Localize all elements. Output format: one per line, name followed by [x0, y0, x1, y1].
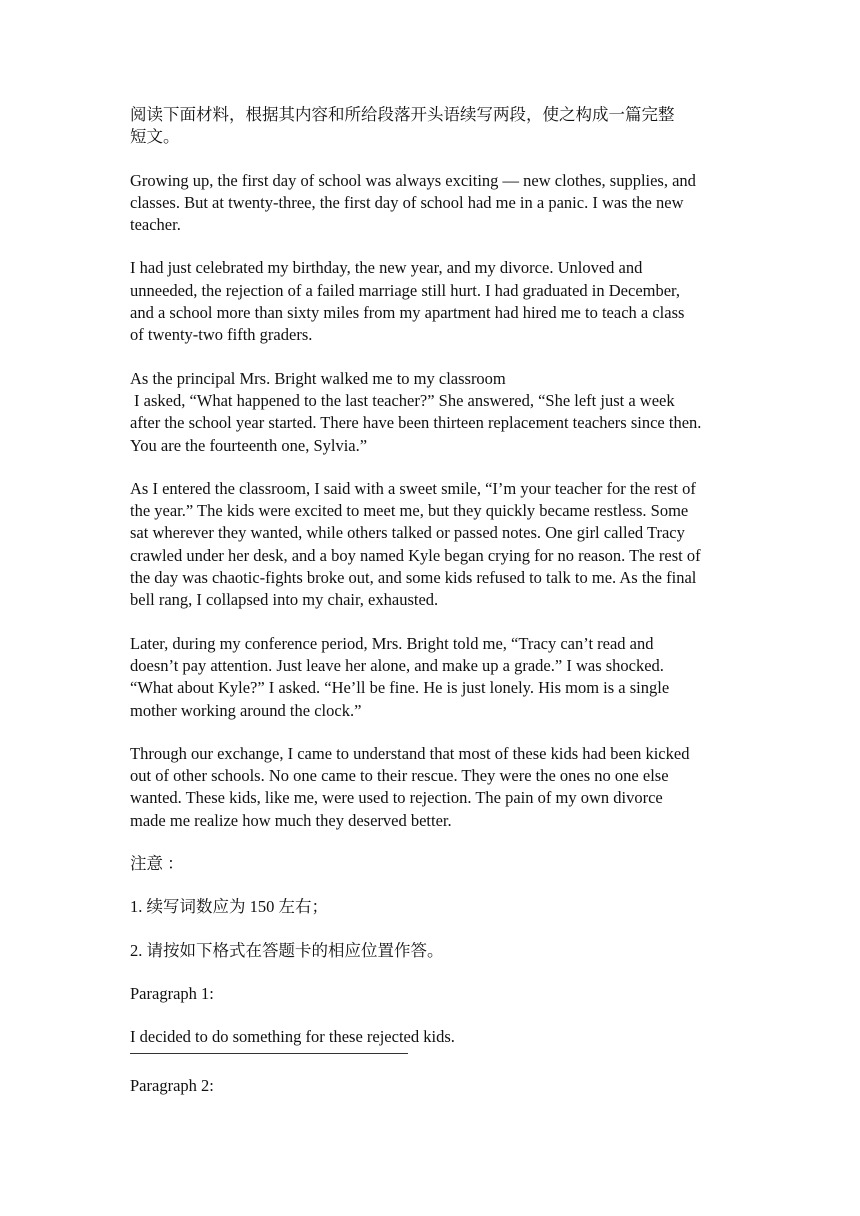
text-line: As the principal Mrs. Bright walked me to my classroom	[130, 368, 506, 388]
story-paragraph-6	[130, 743, 745, 832]
text-line: wanted. These kids, like me, were used to rejection. The pain of my own divorce	[130, 788, 663, 808]
text-line: bell rang, I collapsed into my chair, exhausted.	[130, 590, 439, 610]
text-line: You are the fourteenth one, Sylvia.”	[130, 435, 368, 455]
text-line: doesn’t pay attention. Just leave her alone, and make up a grade.” I was shocked.	[130, 655, 664, 675]
text-line: made me realize how much they deserved better.	[130, 810, 452, 830]
document-page	[130, 104, 745, 1118]
text-line: I had just celebrated my birthday, the new year, and my divorce. Unloved and	[130, 258, 643, 278]
story-paragraph-5	[130, 633, 745, 722]
text-line: Later, during my conference period, Mrs. Bright told me, “Tracy can’t read and	[130, 633, 654, 653]
notes-item-2: 2. 请按如下格式在答题卡的相应位置作答。	[130, 940, 444, 960]
notes-heading: 注意 ：	[130, 854, 184, 874]
answer-blank-line	[130, 1053, 408, 1055]
text-line: As I entered the classroom, I said with a sweet smile, “I’m your teacher for the rest of	[130, 478, 696, 498]
paragraph-1-start: I decided to do something for these rejected kids.	[130, 1027, 455, 1047]
text-line: out of other schools. No one came to their rescue. They were the ones no one else	[130, 766, 669, 786]
notes-item-1: 1. 续写词数应为 150 左右；	[130, 897, 328, 917]
instruction-line: 阅读下面材料，根据其内容和所给段落开头语续写两段，使之构成一篇完整	[130, 105, 675, 124]
text-line: teacher.	[130, 215, 181, 235]
text-line: of twenty-two fifth graders.	[130, 325, 313, 345]
text-line: classes. But at twenty-three, the first day of school had me in a panic. I was the new	[130, 192, 684, 212]
text-line: sat wherever they wanted, while others talked or passed notes. One girl called Tracy	[130, 523, 685, 543]
text-line: unneeded, the rejection of a failed marriage still hurt. I had graduated in December,	[130, 280, 681, 300]
text-line: Through our exchange, I came to understand that most of these kids had been kicked	[130, 743, 690, 763]
text-line: mother working around the clock.”	[130, 700, 362, 720]
task-instruction	[130, 104, 715, 149]
text-line: I asked, “What happened to the last teacher?” She answered, “She left just a week	[134, 390, 675, 410]
text-line: the year.” The kids were excited to meet me, but they quickly became restless. Some	[130, 501, 689, 521]
text-line: the day was chaotic-fights broke out, and some kids refused to talk to me. As the final	[130, 568, 697, 588]
story-paragraph-3	[130, 368, 745, 457]
story-paragraph-4	[130, 478, 745, 612]
text-line: and a school more than sixty miles from my apartment had hired me to teach a class	[130, 303, 685, 323]
paragraph-1-label: Paragraph 1:	[130, 983, 214, 1003]
paragraph-2-label: Paragraph 2:	[130, 1075, 214, 1095]
story-paragraph-1	[130, 170, 745, 237]
text-line: crawled under her desk, and a boy named Kyle began crying for no reason. The rest of	[130, 545, 701, 565]
text-line: after the school year started. There have been thirteen replacement teachers since then.	[130, 413, 702, 433]
story-paragraph-2	[130, 257, 745, 346]
instruction-line: 短文。	[130, 127, 180, 147]
text-line: “What about Kyle?” I asked. “He’ll be fine. He is just lonely. His mom is a single	[130, 678, 670, 698]
text-line: Growing up, the first day of school was always exciting — new clothes, supplies, and	[130, 170, 696, 190]
